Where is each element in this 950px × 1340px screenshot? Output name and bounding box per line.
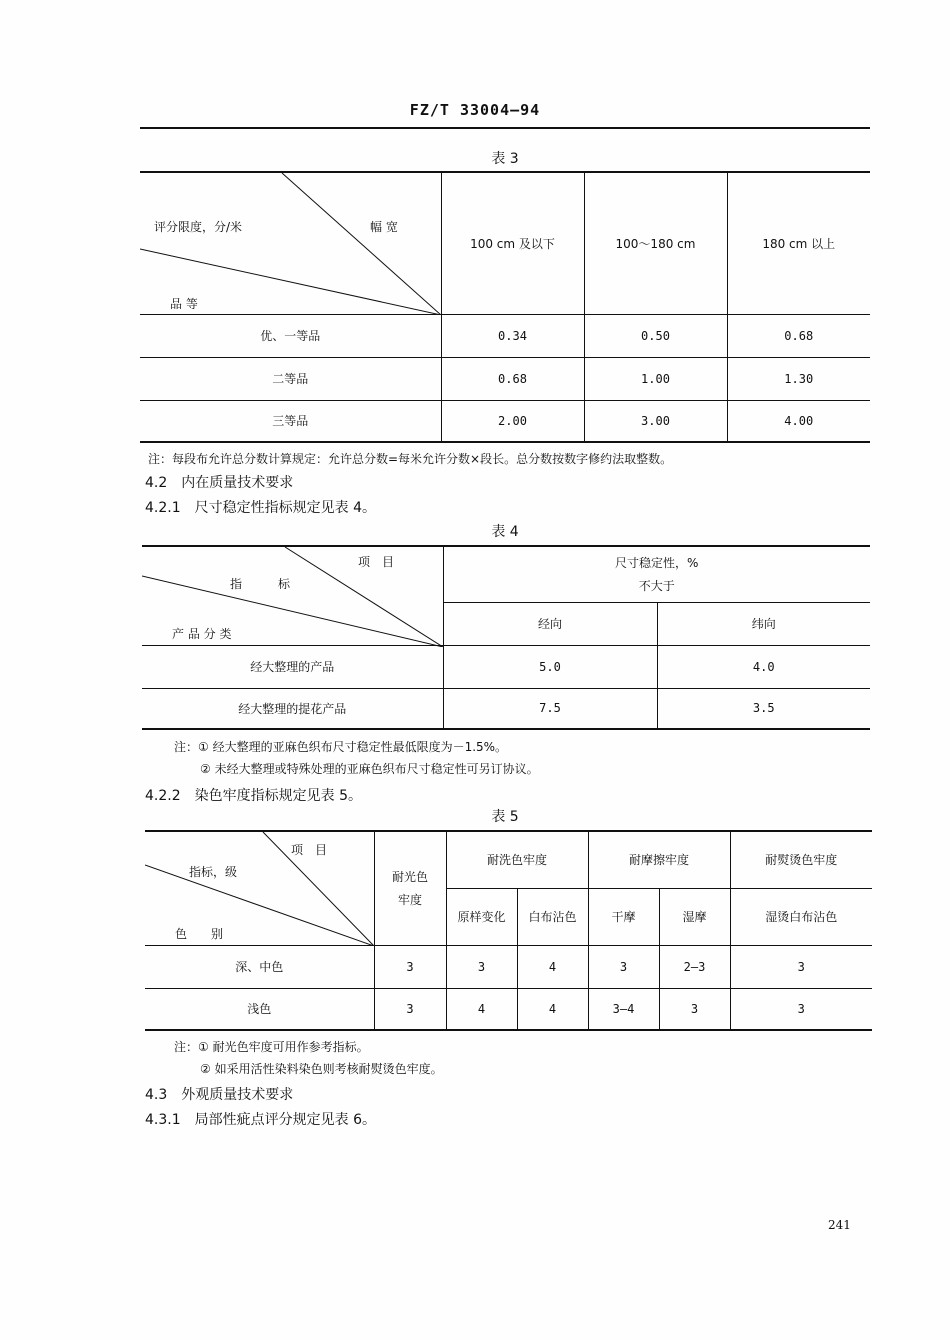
table5-corner-top: 项 目	[291, 843, 328, 857]
table5-sub-header: 干摩	[588, 888, 659, 945]
table-cell: 4	[517, 988, 588, 1030]
table-row	[140, 314, 870, 357]
table4-caption: 表 4	[491, 524, 519, 540]
table4-group-line1: 尺寸稳定性，%	[615, 556, 699, 571]
table4-corner-bottom: 产 品 分 类	[172, 627, 232, 641]
table5-sub-header: 白布沾色	[517, 888, 588, 945]
table5-note-1: 注：① 耐光色牢度可用作参考指标。	[174, 1040, 369, 1054]
row-label: 深、中色	[145, 945, 374, 988]
table-cell: 3	[730, 988, 872, 1030]
table5-group-wash: 耐洗色牢度	[446, 831, 588, 888]
row-label: 经大整理的产品	[142, 645, 443, 688]
standard-code-header: FZ/T 33004—94	[409, 101, 541, 119]
table5	[145, 830, 872, 1031]
table-cell: 5.0	[443, 645, 657, 688]
table-row	[145, 988, 872, 1030]
table3-diagonal-lines	[140, 173, 441, 315]
table5-corner-bottom: 色 别	[175, 927, 224, 941]
table4-corner-mid: 指 标	[230, 577, 291, 591]
table4-sub-header: 纬向	[657, 602, 870, 645]
table-row	[142, 688, 870, 729]
table5-col-light-line1: 耐光色	[391, 870, 428, 885]
table4	[142, 545, 870, 730]
table-cell: 1.00	[584, 357, 727, 400]
row-label: 优、一等品	[140, 314, 441, 357]
table3	[140, 171, 870, 443]
table-cell: 3	[588, 945, 659, 988]
section-4-2: 4.2 内在质量技术要求	[145, 475, 294, 491]
table-row	[140, 357, 870, 400]
table3-col-header: 100～180 cm	[584, 172, 727, 314]
table-row	[142, 645, 870, 688]
table-cell: 1.30	[727, 357, 870, 400]
table5-corner-mid: 指标，级	[189, 865, 238, 879]
table3-corner-cell	[140, 172, 441, 314]
row-label: 浅色	[145, 988, 374, 1030]
table-row	[145, 945, 872, 988]
table4-group-header	[443, 546, 870, 602]
table-cell: 3	[659, 988, 730, 1030]
table3-note: 注：每段布允许总分数计算规定：允许总分数=每米允许分数×段长。总分数按数字修约法取整数。	[148, 452, 673, 466]
table3-corner-top: 评分限度，分/米	[154, 220, 243, 234]
table-cell: 4.00	[727, 400, 870, 442]
table-cell: 3.00	[584, 400, 727, 442]
header-rule	[140, 127, 870, 129]
row-label: 经大整理的提花产品	[142, 688, 443, 729]
table-cell: 3	[446, 945, 517, 988]
section-4-3-1: 4.3.1 局部性疵点评分规定见表 6。	[145, 1112, 376, 1128]
table4-note-2: ② 未经大整理或特殊处理的亚麻色织布尺寸稳定性可另订协议。	[200, 762, 539, 776]
table-cell: 3.5	[657, 688, 870, 729]
table3-corner-right: 幅 宽	[370, 220, 398, 234]
table5-caption: 表 5	[491, 809, 519, 825]
table4-corner-top: 项 目	[358, 555, 395, 569]
table5-corner-cell	[145, 831, 374, 945]
section-4-2-1: 4.2.1 尺寸稳定性指标规定见表 4。	[145, 500, 376, 516]
table-cell: 3	[730, 945, 872, 988]
table-cell: 0.50	[584, 314, 727, 357]
table4-corner-cell	[142, 546, 443, 645]
section-4-3: 4.3 外观质量技术要求	[145, 1087, 294, 1103]
table-row	[140, 400, 870, 442]
table5-sub-header: 原样变化	[446, 888, 517, 945]
table-cell: 2—3	[659, 945, 730, 988]
table-cell: 3	[374, 945, 446, 988]
table3-caption: 表 3	[491, 151, 519, 167]
table5-col-light-line2: 牢度	[397, 893, 422, 908]
table5-group-iron: 耐熨烫色牢度	[730, 831, 872, 888]
table-cell: 0.68	[441, 357, 584, 400]
table-cell: 4	[446, 988, 517, 1030]
row-label: 二等品	[140, 357, 441, 400]
table-cell: 4	[517, 945, 588, 988]
table3-col-header: 100 cm 及以下	[441, 172, 584, 314]
table5-group-rub: 耐摩擦牢度	[588, 831, 730, 888]
table-cell: 0.68	[727, 314, 870, 357]
table-cell: 7.5	[443, 688, 657, 729]
table-cell: 4.0	[657, 645, 870, 688]
table5-sub-header: 湿摩	[659, 888, 730, 945]
table4-group-line2: 不大于	[638, 579, 675, 594]
table3-col-header: 180 cm 以上	[727, 172, 870, 314]
table4-note-1: 注：① 经大整理的亚麻色织布尺寸稳定性最低限度为－1.5%。	[174, 740, 508, 754]
table-cell: 3—4	[588, 988, 659, 1030]
table4-sub-header: 经向	[443, 602, 657, 645]
table5-col-lightfastness	[374, 831, 446, 945]
section-4-2-2: 4.2.2 染色牢度指标规定见表 5。	[145, 788, 362, 804]
table3-corner-bottom: 品 等	[170, 297, 198, 311]
table-cell: 2.00	[441, 400, 584, 442]
table-cell: 0.34	[441, 314, 584, 357]
page-number: 241	[828, 1218, 851, 1232]
table5-sub-header: 湿烫白布沾色	[730, 888, 872, 945]
row-label: 三等品	[140, 400, 441, 442]
table5-note-2: ② 如采用活性染料染色则考核耐熨烫色牢度。	[200, 1062, 443, 1076]
table-cell: 3	[374, 988, 446, 1030]
